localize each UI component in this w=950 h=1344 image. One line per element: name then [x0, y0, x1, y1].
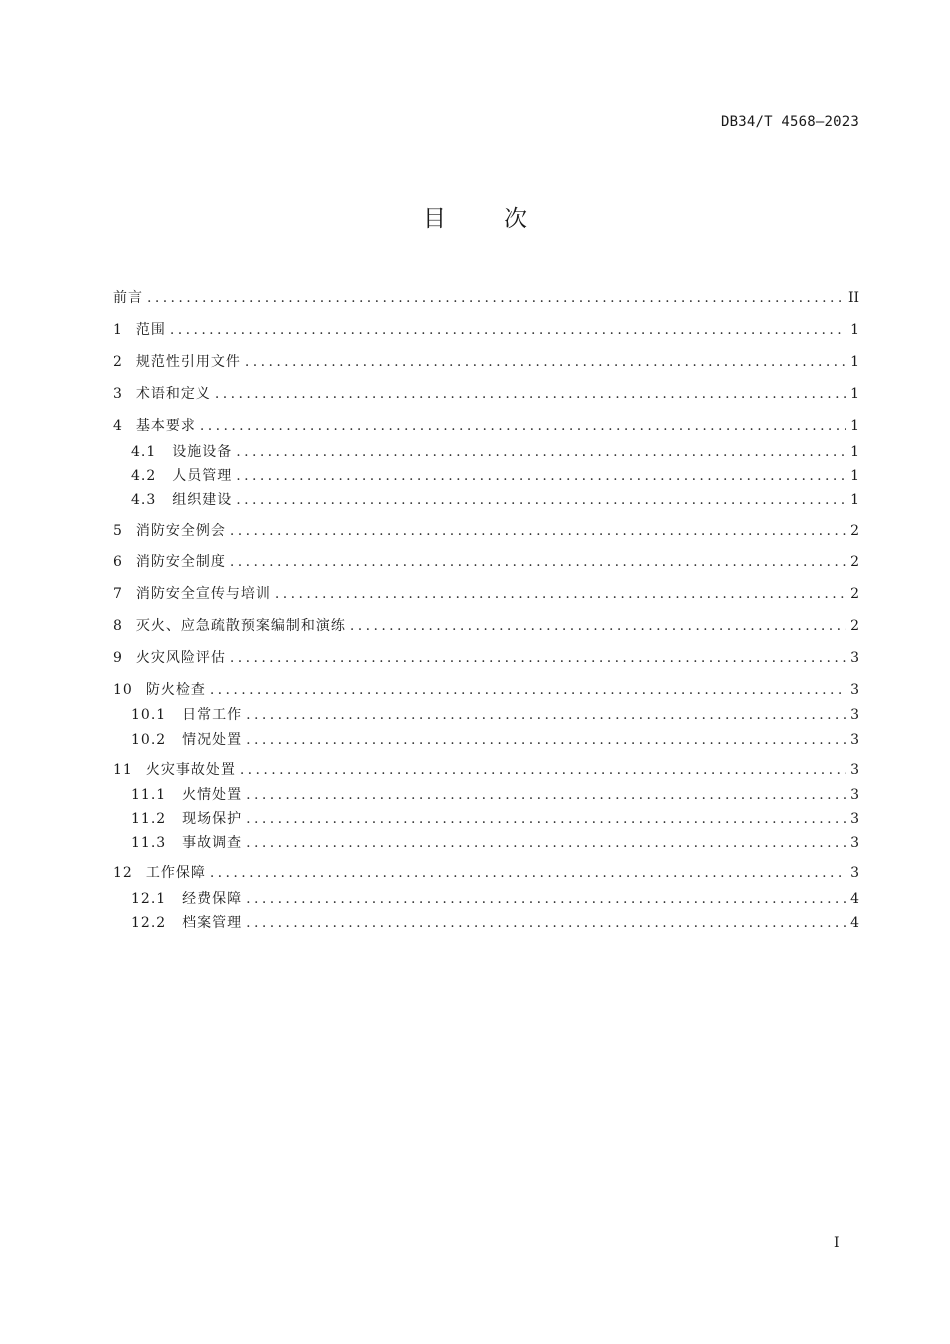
toc-entry-10[interactable]	[113, 680, 859, 700]
toc-entry-11-2[interactable]	[131, 809, 859, 829]
toc-page-number: 3	[850, 650, 859, 666]
toc-entry-number: 4	[113, 418, 123, 434]
toc-dot-leader	[236, 466, 846, 486]
toc-dot-leader	[230, 552, 846, 572]
toc-page-number: 3	[850, 762, 859, 778]
toc-entry-number: 6	[113, 554, 123, 570]
toc-entry-number: 10.2	[131, 732, 167, 748]
toc-entry-title: 设施设备	[172, 444, 233, 460]
toc-entry-4-3[interactable]	[131, 490, 859, 510]
toc-entry-number: 9	[113, 650, 123, 666]
toc-dot-leader	[246, 833, 846, 853]
toc-entry-number: 10.1	[131, 707, 167, 723]
toc-entry-number: 11	[113, 762, 133, 778]
toc-entry-title: 日常工作	[182, 707, 243, 723]
toc-entry-title: 事故调查	[182, 835, 243, 851]
toc-entry-3[interactable]	[113, 384, 859, 404]
toc-dot-leader	[210, 863, 846, 883]
toc-page-number: 1	[850, 418, 859, 434]
toc-dot-leader	[230, 521, 846, 541]
toc-dot-leader	[215, 384, 846, 404]
toc-entry-title: 火灾风险评估	[135, 650, 226, 666]
toc-entry-title: 灭火、应急疏散预案编制和演练	[135, 618, 346, 634]
toc-entry-number: 8	[113, 618, 123, 634]
toc-dot-leader	[246, 913, 846, 933]
toc-entry-title: 火灾事故处置	[145, 762, 236, 778]
toc-page-number: 1	[850, 386, 859, 402]
toc-page-number: 3	[850, 811, 859, 827]
toc-page-number: 4	[850, 891, 859, 907]
toc-entry-9[interactable]	[113, 648, 859, 668]
toc-entry-title: 术语和定义	[135, 386, 211, 402]
toc-entry-title: 档案管理	[182, 915, 243, 931]
toc-entry-12-1[interactable]	[131, 889, 859, 909]
toc-entry-number: 12.1	[131, 891, 167, 907]
toc-entry-number: 4.1	[131, 444, 157, 460]
toc-entry-title: 现场保护	[182, 811, 243, 827]
toc-entry-7[interactable]	[113, 584, 859, 604]
toc-entry-11[interactable]	[113, 760, 859, 780]
toc-entry-number: 4.3	[131, 492, 157, 508]
toc-entry-title: 消防安全制度	[135, 554, 226, 570]
toc-page-number: 3	[850, 835, 859, 851]
toc-page-number: 3	[850, 707, 859, 723]
toc-page-number: 4	[850, 915, 859, 931]
toc-entry-number: 1	[113, 322, 123, 338]
toc-entry-number: 11.3	[131, 835, 167, 851]
toc-page-number: II	[847, 290, 859, 306]
toc-dot-leader	[210, 680, 846, 700]
toc-entry-title: 消防安全例会	[135, 523, 226, 539]
toc-entry-title: 防火检查	[145, 682, 206, 698]
toc-entry-11-3[interactable]	[131, 833, 859, 853]
toc-entry-2[interactable]	[113, 352, 859, 372]
toc-entry-6[interactable]	[113, 552, 859, 572]
toc-page-number: 1	[850, 444, 859, 460]
toc-dot-leader	[246, 705, 846, 725]
toc-entry-8[interactable]	[113, 616, 859, 636]
toc-page-number: 2	[850, 523, 859, 539]
toc-entry-title: 基本要求	[135, 418, 196, 434]
toc-entry-4-1[interactable]	[131, 442, 859, 462]
toc-entry-4[interactable]	[113, 416, 859, 436]
toc-dot-leader	[246, 785, 846, 805]
toc-dot-leader	[236, 490, 846, 510]
toc-page-number: 2	[850, 586, 859, 602]
toc-page-number: 1	[850, 492, 859, 508]
toc-entry-title: 火情处置	[182, 787, 243, 803]
toc-dot-leader	[246, 809, 846, 829]
toc-dot-leader	[350, 616, 846, 636]
toc-page-number: 1	[850, 468, 859, 484]
toc-entry-title: 规范性引用文件	[135, 354, 241, 370]
title-char: 目	[423, 206, 504, 232]
toc-entry-foreword[interactable]	[113, 288, 859, 308]
toc-entry-title: 消防安全宣传与培训	[135, 586, 271, 602]
toc-entry-title: 情况处置	[182, 732, 243, 748]
toc-entry-title: 人员管理	[172, 468, 233, 484]
toc-page-number: 3	[850, 865, 859, 881]
toc-entry-number: 3	[113, 386, 123, 402]
toc-entry-10-1[interactable]	[131, 705, 859, 725]
toc-entry-5[interactable]	[113, 521, 859, 541]
toc-dot-leader	[246, 730, 846, 750]
toc-page-number: 1	[850, 322, 859, 338]
toc-entry-number: 11.1	[131, 787, 167, 803]
toc-entry-1[interactable]	[113, 320, 859, 340]
toc-entry-number: 7	[113, 586, 123, 602]
title-char: 次	[504, 206, 585, 232]
toc-dot-leader	[230, 648, 846, 668]
page-number: I	[834, 1235, 840, 1251]
toc-entry-12[interactable]	[113, 863, 859, 883]
toc-dot-leader	[245, 352, 846, 372]
toc-entry-title: 组织建设	[172, 492, 233, 508]
toc-entry-11-1[interactable]	[131, 785, 859, 805]
toc-dot-leader	[236, 442, 846, 462]
toc-entry-number: 11.2	[131, 811, 167, 827]
toc-entry-4-2[interactable]	[131, 466, 859, 486]
toc-page-number: 3	[850, 682, 859, 698]
toc-entry-title: 范围	[135, 322, 166, 338]
toc-dot-leader	[200, 416, 846, 436]
toc-page-number: 2	[850, 618, 859, 634]
toc-entry-12-2[interactable]	[131, 913, 859, 933]
toc-dot-leader	[170, 320, 846, 340]
toc-page-number: 2	[850, 554, 859, 570]
toc-page-number: 1	[850, 354, 859, 370]
document-code: DB34/T 4568—2023	[720, 114, 859, 130]
toc-entry-number: 12.2	[131, 915, 167, 931]
toc-entry-number: 2	[113, 354, 123, 370]
toc-entry-number: 4.2	[131, 468, 157, 484]
toc-entry-title: 工作保障	[145, 865, 206, 881]
toc-entry-number: 10	[113, 682, 133, 698]
toc-entry-10-2[interactable]	[131, 730, 859, 750]
toc-dot-leader	[240, 760, 846, 780]
toc-page-number: 3	[850, 787, 859, 803]
toc-page-number: 3	[850, 732, 859, 748]
toc-dot-leader	[147, 288, 844, 308]
toc-entry-number: 5	[113, 523, 123, 539]
toc-entry-title: 经费保障	[182, 891, 243, 907]
toc-entry-number: 12	[113, 865, 133, 881]
toc-entry-title: 前言	[113, 290, 143, 306]
toc-dot-leader	[275, 584, 846, 604]
toc-dot-leader	[246, 889, 846, 909]
